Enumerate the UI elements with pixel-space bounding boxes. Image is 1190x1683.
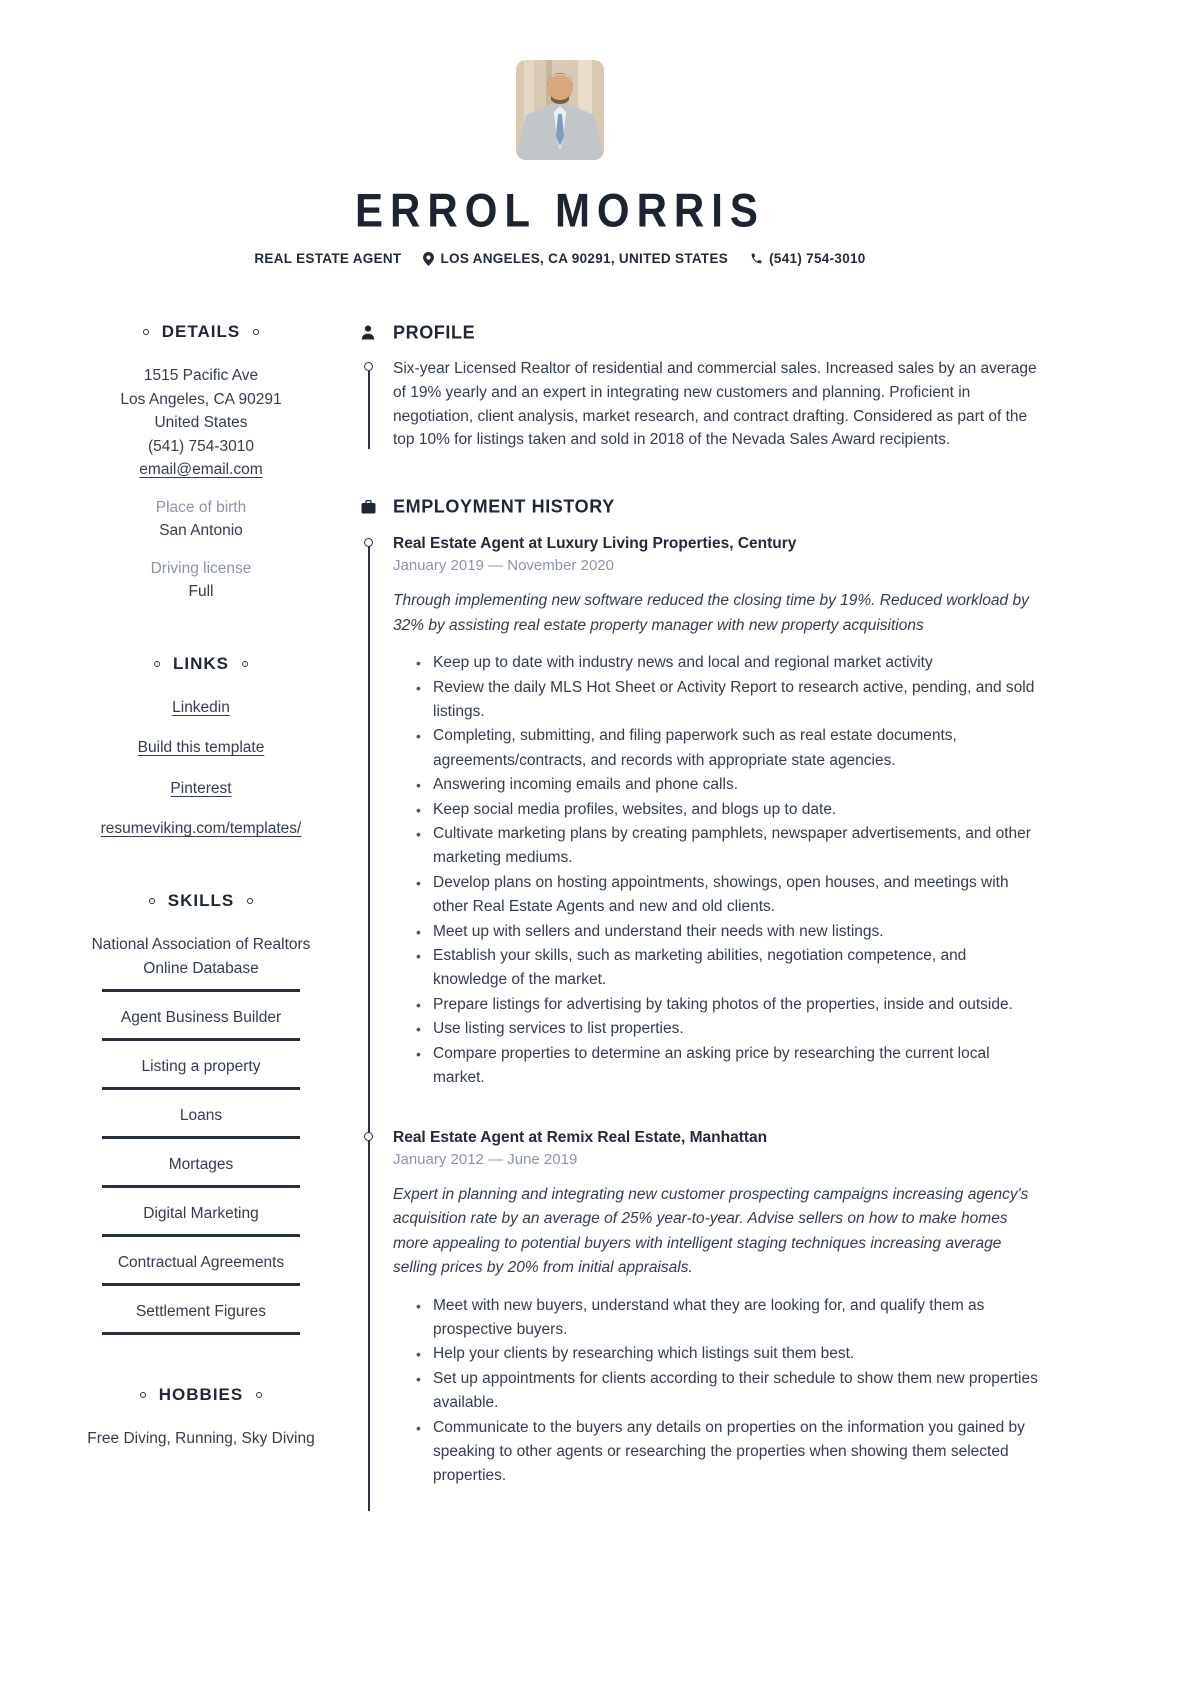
candidate-name: ERROL MORRIS [355, 184, 765, 237]
job-bullet: • Communicate to the buyers any details on properties on the information you gained by speaking to other agents or researching the properties when showing them selected properties. [433, 1416, 1040, 1489]
skill-item [80, 933, 322, 992]
timeline-dot-icon [364, 362, 373, 371]
skill-level-bar [102, 1136, 300, 1139]
skills-title-text: SKILLS [167, 890, 235, 910]
external-link[interactable]: resumeviking.com/templates/ [100, 820, 302, 837]
skills-section [80, 891, 322, 1335]
skill-label: Contractual Agreements [117, 1253, 285, 1271]
job-entry [393, 533, 1040, 1090]
address-line: (541) 754-3010 [148, 437, 254, 455]
profile-entry [393, 357, 1040, 452]
email-link[interactable]: email@email.com [139, 461, 263, 478]
phone-item [750, 251, 866, 266]
skill-level-bar [102, 1234, 300, 1237]
job-bullets [393, 651, 1040, 1090]
detail-field [80, 496, 322, 543]
hobbies-section [80, 1385, 322, 1450]
job-bullet: • Compare properties to determine an asking price by researching the current local market. [433, 1042, 1040, 1091]
job-summary: Through implementing new software reduced the closing time by 19%. Reduced workload by 32% by assisting real estate property manager with new property acquisitions [393, 592, 1029, 634]
employment-title: EMPLOYMENT HISTORY [393, 495, 615, 517]
skill-level-bar [102, 1087, 300, 1090]
link-item [80, 696, 322, 720]
job-entry [393, 1127, 1040, 1489]
ring-decor-icon [242, 661, 248, 667]
job-bullet: • Keep up to date with industry news and local and regional market activity [433, 651, 1040, 675]
skill-label: Listing a property [141, 1057, 261, 1075]
job-bullet: • Meet up with sellers and understand their needs with new listings. [433, 920, 1040, 944]
detail-field-label: Driving license [150, 559, 252, 577]
job-bullet: • Help your clients by researching which listings suit them best. [433, 1342, 1040, 1366]
detail-field-label: Place of birth [155, 498, 247, 516]
location-pin-icon [423, 252, 434, 266]
job-bullet: • Use listing services to list properties. [433, 1017, 1040, 1041]
ring-decor-icon [253, 329, 259, 335]
ring-decor-icon [247, 898, 253, 904]
skill-label: National Association of Realtors Online Database [91, 935, 311, 977]
resume-body [80, 322, 1040, 1525]
address-line: Los Angeles, CA 90291 [120, 390, 282, 408]
job-dates: January 2019 — November 2020 [393, 557, 614, 575]
job-title: Real Estate Agent at Remix Real Estate, Manhattan [393, 1128, 768, 1146]
profile-text: Six-year Licensed Realtor of residential and commercial sales. Increased sales by an average of 19% yearly and an expert in integrating new customers and planning. Proficient in negotiation, client analysis, market research, and contract drafting. Considered as part of the top 10% for listings taken and sold in 2018 of the Nevada Sales Award recipients. [393, 360, 1037, 449]
skill-label: Settlement Figures [135, 1302, 267, 1320]
skill-item [80, 1006, 322, 1041]
job-bullet: • Meet with new buyers, understand what they are looking for, and qualify them as prospective buyers. [433, 1294, 1040, 1343]
hobbies-title [80, 1385, 322, 1405]
address-line: United States [154, 414, 248, 431]
external-link[interactable]: Pinterest [170, 779, 232, 797]
job-bullet: • Keep social media profiles, websites, and blogs up to date. [433, 798, 1040, 822]
phone-text: (541) 754-3010 [769, 251, 866, 266]
links-list [80, 696, 322, 841]
resume-header [80, 60, 1040, 266]
job-bullet: • Review the daily MLS Hot Sheet or Activity Report to research active, pending, and sold listings. [433, 676, 1040, 725]
details-section [80, 322, 322, 604]
link-item [80, 777, 322, 801]
links-section [80, 654, 322, 841]
skill-item [80, 1104, 322, 1139]
skill-item [80, 1055, 322, 1090]
skill-level-bar [102, 1332, 300, 1335]
skill-level-bar [102, 1038, 300, 1041]
address-line: 1515 Pacific Ave [143, 367, 259, 384]
external-link[interactable]: Build this template [137, 739, 265, 756]
job-bullet: • Establish your skills, such as marketing abilities, negotiation competence, and knowledge of the market. [433, 944, 1040, 993]
skill-item [80, 1202, 322, 1237]
skill-label: Digital Marketing [143, 1204, 259, 1222]
skill-level-bar [102, 1283, 300, 1286]
ring-decor-icon [154, 661, 160, 667]
profile-photo [516, 60, 604, 160]
external-link[interactable]: Linkedin [172, 698, 230, 716]
job-dates: January 2012 — June 2019 [393, 1150, 578, 1168]
address-block [80, 364, 322, 458]
ring-decor-icon [256, 1392, 262, 1398]
ring-decor-icon [149, 898, 155, 904]
job-bullet: • Set up appointments for clients according to their schedule to show them new properties available. [433, 1367, 1040, 1416]
profile-photo-image [516, 60, 604, 160]
skill-label: Loans [179, 1106, 223, 1124]
hobbies-title-text: HOBBIES [158, 1384, 244, 1404]
skill-item [80, 1300, 322, 1335]
timeline-dot-icon [364, 538, 373, 547]
skill-item [80, 1153, 322, 1188]
employment-heading [360, 496, 1040, 517]
location-text: LOS ANGELES, CA 90291, UNITED STATES [440, 251, 729, 266]
main-column [360, 322, 1040, 1525]
person-icon [360, 325, 376, 340]
skill-label: Mortages [168, 1155, 234, 1173]
profile-title: PROFILE [393, 321, 476, 343]
job-title: REAL ESTATE AGENT [254, 251, 402, 266]
sidebar [80, 322, 322, 1525]
ring-decor-icon [140, 1392, 146, 1398]
detail-fields [80, 496, 322, 604]
links-title-text: LINKS [173, 653, 229, 673]
details-title [80, 322, 322, 342]
hobbies-text: Free Diving, Running, Sky Diving [87, 1429, 315, 1447]
profile-heading [360, 322, 1040, 343]
job-bullet: • Cultivate marketing plans by creating pamphlets, newspaper advertisements, and other marketing mediums. [433, 822, 1040, 871]
job-bullet: • Answering incoming emails and phone calls. [433, 773, 1040, 797]
job-bullet: • Prepare listings for advertising by taking photos of the properties, inside and outside. [433, 993, 1040, 1017]
link-item [80, 817, 322, 841]
skill-level-bar [102, 989, 300, 992]
link-item [80, 736, 322, 760]
links-title [80, 654, 322, 674]
job-bullet: • Completing, submitting, and filing paperwork such as real estate documents, agreements/contracts, and records with appropriate state agencies. [433, 724, 1040, 773]
phone-icon [750, 252, 763, 265]
detail-field-value: San Antonio [159, 522, 243, 539]
job-bullets [393, 1294, 1040, 1489]
location-item [423, 251, 728, 266]
job-bullet: • Develop plans on hosting appointments, showings, open houses, and meetings with other Real Estate Agents and new and old clients. [433, 871, 1040, 920]
job-summary: Expert in planning and integrating new customer prospecting campaigns increasing agency's acquisition rate by an average of 25% year-to-year. Advise sellers on how to make homes more appealing to potential buyers with intelligent staging techniques increasing average selling prices by 20% from initial appraisals. [393, 1185, 1029, 1276]
ring-decor-icon [143, 329, 149, 335]
skill-label: Agent Business Builder [120, 1008, 282, 1026]
skills-title [80, 891, 322, 911]
details-title-text: DETAILS [161, 322, 241, 341]
timeline-dot-icon [364, 1132, 373, 1141]
skills-list [80, 933, 322, 1335]
job-title: Real Estate Agent at Luxury Living Properties, Century [393, 535, 797, 553]
detail-field-value: Full [188, 583, 214, 600]
detail-field [80, 557, 322, 604]
employment-timeline [393, 533, 1040, 1489]
briefcase-icon [360, 500, 376, 514]
skill-item [80, 1251, 322, 1286]
skill-level-bar [102, 1185, 300, 1188]
contact-line [80, 251, 1040, 266]
